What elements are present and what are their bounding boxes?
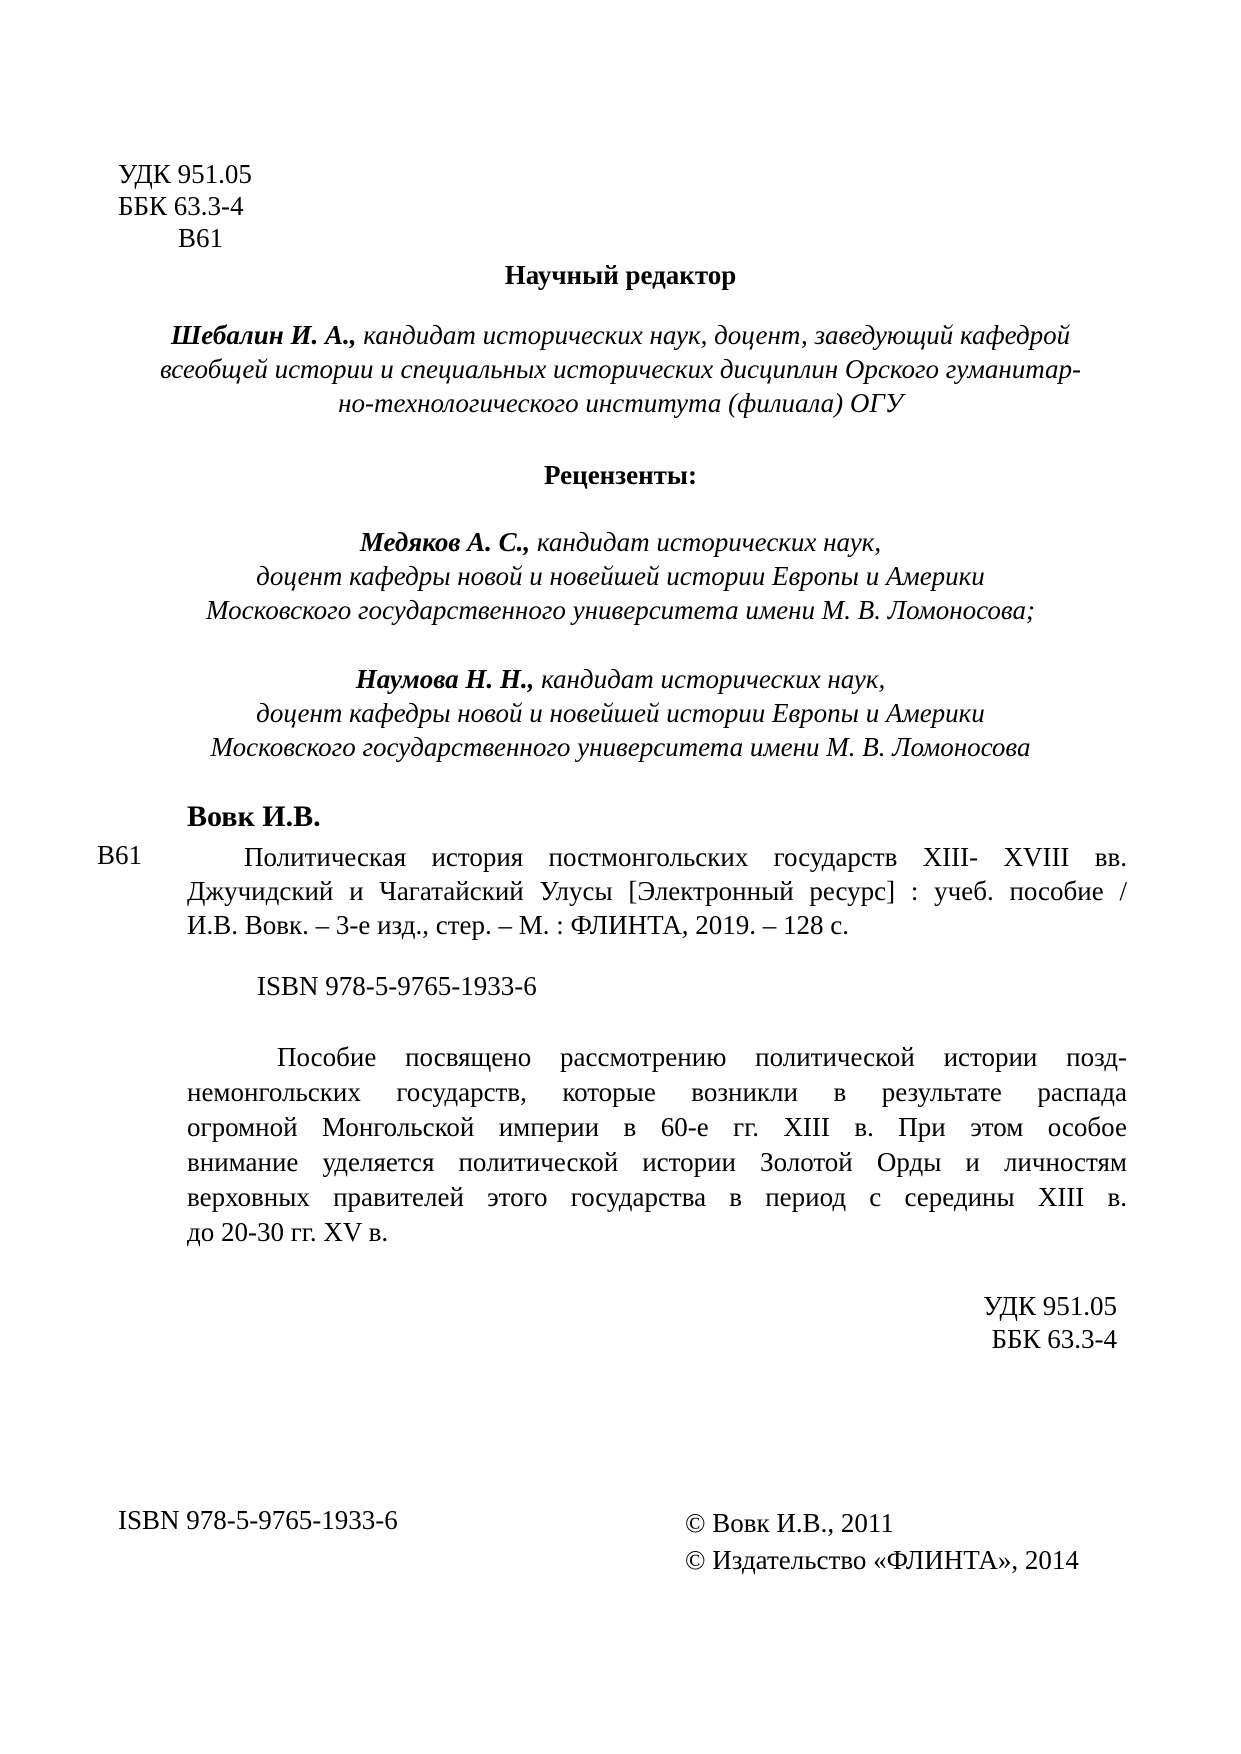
word: личностям <box>1003 1147 1127 1177</box>
classification-codes-bottom <box>983 1290 1117 1356</box>
word: XIII <box>1037 1182 1085 1212</box>
word: возникли <box>691 1077 798 1107</box>
word: в. <box>1107 1182 1127 1212</box>
reviewer-name: Наумова Н. Н., <box>355 664 535 694</box>
word: уделяется <box>322 1147 435 1177</box>
word: особое <box>1047 1112 1127 1142</box>
abstract-lines <box>187 1040 1127 1215</box>
reviewer-degree: кандидат исторических наук, <box>534 664 886 694</box>
word: распада <box>1037 1077 1127 1107</box>
word: которые <box>562 1077 656 1107</box>
reviewer-degree: кандидат исторических наук, <box>530 527 882 557</box>
word: в. <box>854 1112 874 1142</box>
scientific-editor-line: кандидат исторических наук, доцент, заведующий кафедрой <box>356 320 1071 350</box>
word: Политическая <box>244 842 407 872</box>
word: [Электронный <box>628 876 794 906</box>
reviewer-university: Московского государственного университета имени М. В. Ломоносова; <box>206 595 1035 625</box>
scientific-editor-block <box>110 318 1131 420</box>
word: внимание <box>187 1147 299 1177</box>
abstract-line <box>187 1040 1127 1075</box>
word: политической <box>458 1147 619 1177</box>
word: вв. <box>1094 842 1127 872</box>
word: в <box>623 1112 637 1142</box>
word: : <box>910 876 919 906</box>
copyright-author: © Вовк И.В., 2011 <box>685 1508 894 1538</box>
word: постмонгольских <box>548 842 749 872</box>
word: правителей <box>333 1182 464 1212</box>
word: политической <box>755 1042 915 1072</box>
reviewer-university: Московского государственного университета имени М. В. Ломоносова <box>210 732 1031 762</box>
word: и <box>965 1147 980 1177</box>
word: истории <box>642 1147 737 1177</box>
bibliographic-description <box>187 840 1127 942</box>
word: верховных <box>187 1182 310 1212</box>
word: ресурс] <box>809 876 896 906</box>
abstract-line <box>187 1145 1127 1180</box>
word: государств, <box>396 1077 527 1107</box>
word: огромной <box>187 1112 298 1142</box>
word: с <box>869 1182 882 1212</box>
scientific-editor-line: всеобщей истории и специальных исторических дисциплин Орского гуманитар- <box>159 354 1082 384</box>
reviewer-position: доцент кафедры новой и новейшей истории Европы и Америки <box>256 698 985 728</box>
word: позд- <box>1066 1042 1127 1072</box>
word: Золотой <box>760 1147 853 1177</box>
word: этого <box>487 1182 548 1212</box>
word: посвящено <box>405 1042 532 1072</box>
word: учеб. <box>934 876 994 906</box>
isbn-middle: ISBN 978-5-9765-1933-6 <box>257 971 537 1001</box>
bib-line: И.В. Вовк. – 3-е изд., стер. – М. : ФЛИНТА, 2019. – 128 с. <box>187 910 849 940</box>
word: империи <box>498 1112 600 1142</box>
abstract-line <box>187 1180 1127 1215</box>
word: Чагатайский <box>379 876 524 906</box>
isbn-footer: ISBN 978-5-9765-1933-6 <box>118 1505 398 1535</box>
word: XVIII <box>1003 842 1070 872</box>
word: Улусы <box>539 876 613 906</box>
bib-line <box>187 840 1127 874</box>
word: этом <box>970 1112 1024 1142</box>
reviewer-block <box>150 662 1091 764</box>
word: / <box>1119 876 1127 906</box>
bbk-code: ББК 63.3-4 <box>118 191 244 221</box>
word: Монгольской <box>321 1112 475 1142</box>
word: середины <box>904 1182 1015 1212</box>
udk-code-bottom: УДК 951.05 <box>983 1291 1117 1321</box>
reviewer-block <box>150 525 1091 627</box>
catalog-code-top: В61 <box>178 223 224 253</box>
word: гг. <box>733 1112 759 1142</box>
classification-codes-top <box>118 158 252 254</box>
copyright-publisher: © Издательство «ФЛИНТА», 2014 <box>685 1545 1079 1575</box>
word: немонгольских <box>187 1077 361 1107</box>
bib-line <box>187 874 1127 908</box>
word: период <box>765 1182 847 1212</box>
word: государства <box>570 1182 707 1212</box>
word: в <box>833 1077 847 1107</box>
word: и <box>349 876 364 906</box>
abstract-line <box>187 1075 1127 1110</box>
word: Джучидский <box>187 876 334 906</box>
bbk-code-bottom: ББК 63.3-4 <box>991 1324 1117 1354</box>
abstract <box>187 1040 1127 1250</box>
word: XIII- <box>922 842 979 872</box>
word: XIII <box>783 1112 830 1142</box>
abstract-last-line: до 20-30 гг. XV в. <box>187 1217 389 1247</box>
abstract-line <box>187 1110 1127 1145</box>
copyright-block <box>685 1505 1079 1579</box>
word: результате <box>881 1077 1002 1107</box>
catalog-code: В61 <box>97 840 143 870</box>
scientific-editor-line: но-технологического института (филиала) ОГУ <box>338 388 903 418</box>
word: Орды <box>876 1147 942 1177</box>
word: рассмотрению <box>560 1042 727 1072</box>
word: история <box>431 842 524 872</box>
udk-code: УДК 951.05 <box>118 159 252 189</box>
word: истории <box>943 1042 1038 1072</box>
word: При <box>898 1112 946 1142</box>
reviewer-position: доцент кафедры новой и новейшей истории Европы и Америки <box>256 561 985 591</box>
scientific-editor-name: Шебалин И. А., <box>170 320 357 350</box>
author-heading: Вовк И.В. <box>187 800 321 833</box>
word: 60-е <box>660 1112 709 1142</box>
reviewer-name: Медяков А. С., <box>359 527 531 557</box>
word: в <box>729 1182 743 1212</box>
word: пособие <box>1009 876 1104 906</box>
scientific-editor-heading: Научный редактор <box>504 260 737 290</box>
word: Пособие <box>277 1042 377 1072</box>
reviewers-heading: Рецензенты: <box>544 460 697 490</box>
word: государств <box>773 842 898 872</box>
